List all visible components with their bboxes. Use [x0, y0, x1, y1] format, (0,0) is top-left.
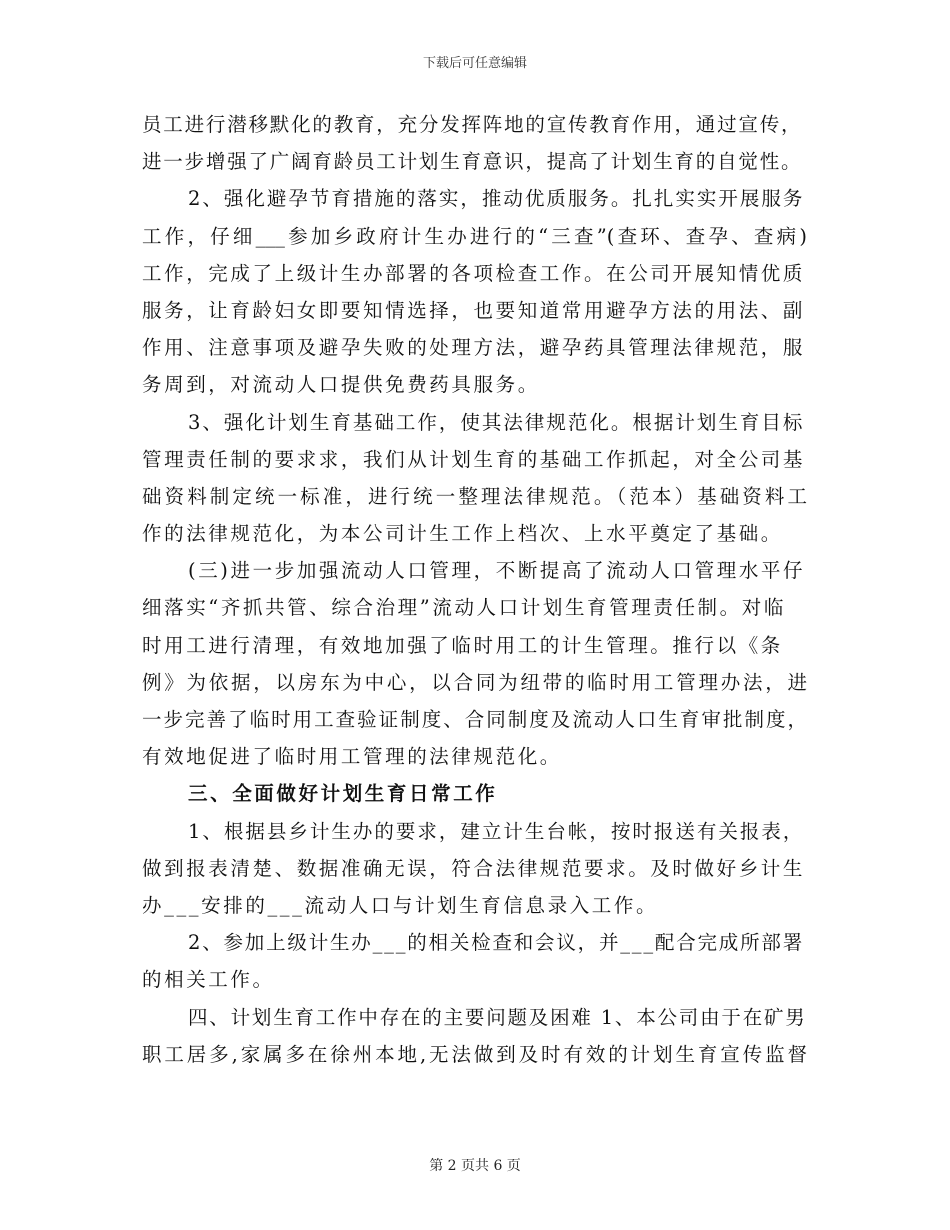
text-line: 进一步增强了广阔育龄员工计划生育意识，提高了计划生育的自觉性。 — [142, 150, 803, 174]
page-number: 第 2 页共 6 页 — [429, 1158, 521, 1174]
text-line: 务周到，对流动人口提供免费药具服务。 — [142, 373, 540, 397]
page-header: 下载后可任意编辑 — [422, 56, 527, 71]
text-line: 础资料制定统一标准，进行统一整理法律规范。（范本）基础资料工 — [142, 484, 807, 508]
section-heading: 三、全面做好计划生育日常工作 — [188, 782, 498, 806]
text-line: 服务，让育龄妇女即要知情选择，也要知道常用避孕方法的用法、副 — [142, 298, 806, 322]
text-line: 有效地促进了临时用工管理的法律规范化。 — [142, 745, 562, 769]
text-line: 例》为依据，以房东为中心，以合同为纽带的临时用工管理办法，进 — [142, 670, 807, 694]
text-line: 1、根据县乡计生办的要求，建立计生台帐，按时报送有关报表， — [188, 819, 805, 843]
text-line: 3、强化计划生育基础工作，使其法律规范化。根据计划生育目标 — [188, 410, 805, 434]
text-line: 2、强化避孕节育措施的落实，推动优质服务。扎扎实实开展服务 — [188, 187, 805, 211]
text-line: 办___安排的___流动人口与计划生育信息录入工作。 — [142, 893, 659, 917]
text-line: 工作，仔细___参加乡政府计生办进行的“三查”(查环、查孕、查病) — [142, 224, 807, 248]
text-line: 时用工进行清理，有效地加强了临时用工的计生管理。推行以《条 — [142, 633, 783, 657]
text-line: 做到报表清楚、数据准确无误，符合法律规范要求。及时做好乡计生 — [142, 856, 806, 880]
text-line: 四、计划生育工作中存在的主要问题及困难 1、本公司由于在矿男 — [188, 1005, 807, 1029]
text-line: 一步完善了临时用工查验证制度、合同制度及流动人口生育审批制度， — [142, 708, 807, 731]
text-line: (三)进一步加强流动人口管理，不断提高了流动人口管理水平仔 — [188, 559, 806, 583]
text-line: 员工进行潜移默化的教育，充分发挥阵地的宣传教育作用，通过宣传， — [142, 113, 803, 136]
text-line: 细落实“齐抓共管、综合治理”流动人口计划生育管理责任制。对临 — [142, 596, 786, 620]
document-body — [142, 106, 807, 1073]
text-line: 的相关工作。 — [142, 968, 275, 992]
text-line: 2、参加上级计生办___的相关检查和会议，并___配合完成所部署 — [188, 931, 805, 955]
text-line: 作用、注意事项及避孕失败的处理方法，避孕药具管理法律规范，服 — [142, 336, 806, 360]
text-line: 工作，完成了上级计生办部署的各项检查工作。在公司开展知情优质 — [142, 261, 806, 285]
text-line: 职工居多,家属多在徐州本地,无法做到及时有效的计划生育宣传监督 — [142, 1042, 807, 1066]
text-line: 作的法律规范化，为本公司计生工作上档次、上水平奠定了基础。 — [142, 522, 783, 546]
text-line: 管理责任制的要求求，我们从计划生育的基础工作抓起，对全公司基 — [142, 447, 806, 471]
